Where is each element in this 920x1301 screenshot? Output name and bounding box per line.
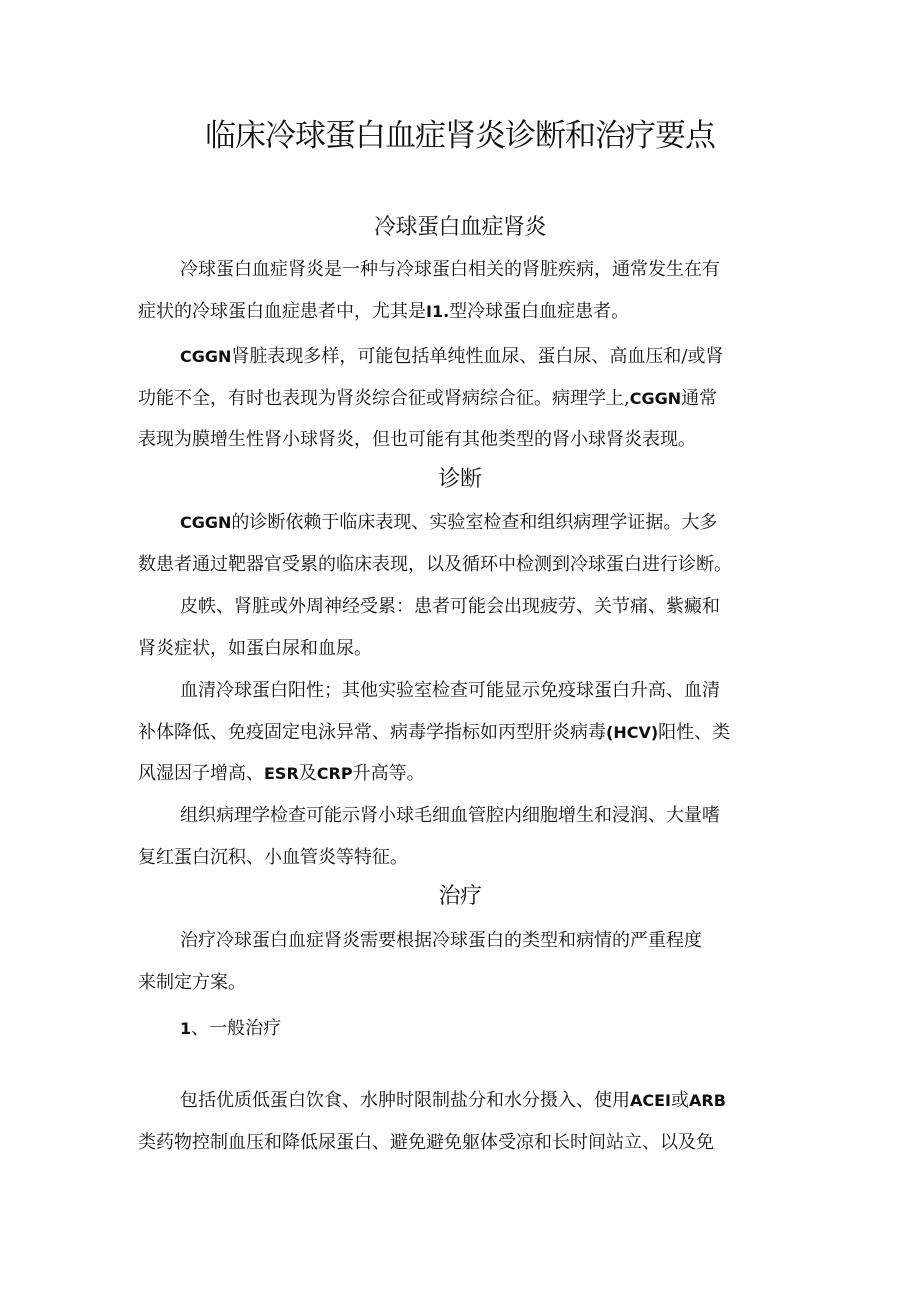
- text-run: 肾脏表现多样，可能包括单纯性血尿、蛋白尿、高血压和/或肾: [231, 346, 724, 367]
- paragraph-line: 来制定方案。: [138, 971, 246, 993]
- bold-term: ESR: [264, 764, 299, 783]
- paragraph-definition: [138, 249, 794, 332]
- paragraph-line: 数患者通过靶器官受累的临床表现，以及循环中检测到冷球蛋白进行诊断。: [138, 553, 732, 575]
- item-label: 、一般治疗: [191, 1018, 282, 1039]
- text-run: 补体降低、免疫固定电泳异常、病毒学指标如丙型肝炎病毒: [138, 721, 606, 743]
- page-title: 临床冷球蛋白血症肾炎诊断和治疗要点: [205, 118, 715, 154]
- paragraph-line: 类药物控制血压和降低尿蛋白、避免避免躯体受凉和长时间站立、以及免: [138, 1131, 714, 1153]
- paragraph-line: 复红蛋白沉积、小血管炎等特征。: [138, 846, 408, 868]
- text-run: 及: [298, 763, 317, 784]
- list-item-general-treatment: [180, 1014, 281, 1044]
- paragraph-line: 血清冷球蛋白阳性；其他实验室检查可能显示免疫球蛋白升高、血清: [180, 680, 720, 701]
- section-heading-diagnosis: 诊断: [438, 467, 482, 492]
- text-run: 的诊断依赖于临床表现、实验室检查和组织病理学证据。大多: [231, 512, 718, 533]
- text-run: 通常: [681, 387, 718, 409]
- text-run: 型冷球蛋白血症患者。: [449, 300, 630, 322]
- text-run: 包括优质低蛋白饮食、水肿时限制盐分和水分摄入、使用: [180, 1090, 630, 1111]
- paragraph-line: [138, 378, 794, 420]
- paragraph-line: 表现为膜增生性肾小球肾炎，但也可能有其他类型的肾小球肾炎表现。: [138, 429, 696, 450]
- paragraph-line: [138, 1080, 794, 1122]
- bold-term: (HCV): [606, 722, 659, 742]
- paragraph-line: [138, 753, 794, 795]
- paragraph-line: [138, 502, 794, 544]
- bold-term: I1.: [426, 301, 450, 321]
- paragraph-line: 治疗冷球蛋白血症肾炎需要根据冷球蛋白的类型和病情的严重程度: [180, 930, 702, 951]
- paragraph-organ-involvement: [138, 586, 794, 669]
- section-heading-treatment: 治疗: [438, 884, 482, 909]
- paragraph-line: [138, 712, 794, 754]
- paragraph-line: 组织病理学检查可能示肾小球毛细血管腔内细胞增生和浸润、大量嗜: [180, 805, 720, 826]
- paragraph-manifestations: [138, 336, 794, 461]
- paragraph-diagnosis-basis: [138, 502, 794, 585]
- text-run: 升高等。: [352, 763, 425, 784]
- bold-term: ACEI: [630, 1091, 672, 1110]
- text-run: 风湿因子增高、: [138, 763, 264, 784]
- item-number: 1: [180, 1019, 192, 1038]
- paragraph-line: 冷球蛋白血症肾炎是一种与冷球蛋白相关的肾脏疾病，通常发生在有: [180, 259, 720, 280]
- text-run: 症状的冷球蛋白血症患者中，尤其是: [138, 300, 426, 322]
- paragraph-general-treatment: [138, 1080, 794, 1163]
- paragraph-line: 肾炎症状，如蛋白尿和血尿。: [138, 637, 372, 659]
- paragraph-line: [138, 336, 794, 378]
- bold-term: CGGN: [180, 347, 232, 366]
- bold-term: CGGN: [629, 388, 682, 408]
- text-run: 或: [671, 1090, 690, 1111]
- bold-term: ARB: [689, 1091, 726, 1110]
- paragraph-lab-tests: [138, 670, 794, 795]
- bold-term: CRP: [316, 764, 353, 783]
- paragraph-histopathology: [138, 795, 794, 878]
- paragraph-line: 皮帙、肾脏或外周神经受累：患者可能会出现疲劳、关节痛、紫癜和: [180, 596, 720, 617]
- text-run: 阳性、类: [658, 721, 731, 743]
- text-run: 功能不全，有时也表现为肾炎综合征或肾病综合征。病理学上,: [138, 387, 630, 409]
- bold-term: CGGN: [180, 513, 232, 532]
- section-heading-cryoglobulinemic-nephritis: 冷球蛋白血症肾炎: [373, 215, 546, 240]
- paragraph-treatment-intro: [138, 920, 794, 1003]
- paragraph-line: [138, 291, 794, 333]
